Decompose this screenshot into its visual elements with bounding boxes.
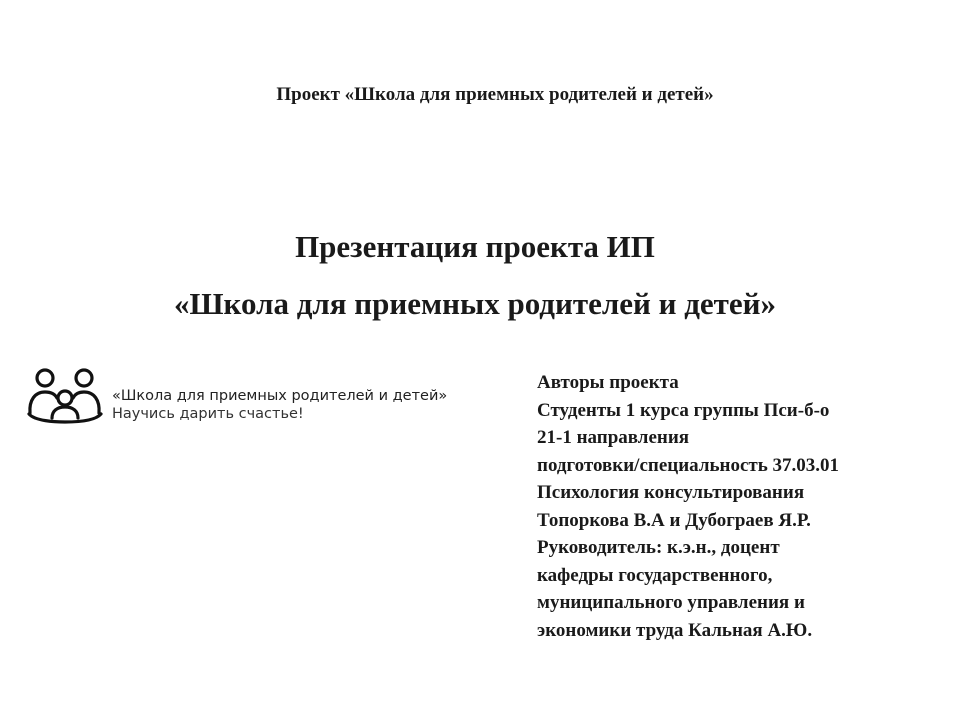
authors-line: Психология консультирования (537, 482, 805, 503)
authors-line: 21-1 направления (537, 427, 690, 448)
authors-line: экономики труда Кальная А.Ю. (537, 619, 813, 641)
project-header: Проект «Школа для приемных родителей и детей» (276, 84, 714, 105)
family-icon (25, 366, 107, 424)
authors-line: Топоркова В.А и Дубограев Я.Р. (537, 509, 811, 531)
logo-school-name: «Школа для приемных родителей и детей» (112, 388, 448, 404)
authors-line: Студенты 1 курса группы Пси-б-о (537, 399, 830, 421)
authors-line: Руководитель: к.э.н., доцент (537, 537, 780, 558)
logo-tagline: Научись дарить счастье! (112, 406, 304, 422)
authors-line: подготовки/специальность 37.03.01 (537, 454, 840, 476)
presentation-title-line-1: Презентация проекта ИП (295, 229, 655, 264)
school-logo (25, 366, 505, 426)
authors-block (537, 369, 957, 644)
authors-line: муниципального управления и (537, 592, 805, 613)
authors-line: кафедры государственного, (537, 564, 773, 586)
presentation-title-line-2: «Школа для приемных родителей и детей» (173, 286, 777, 321)
authors-line: Авторы проекта (537, 372, 679, 393)
